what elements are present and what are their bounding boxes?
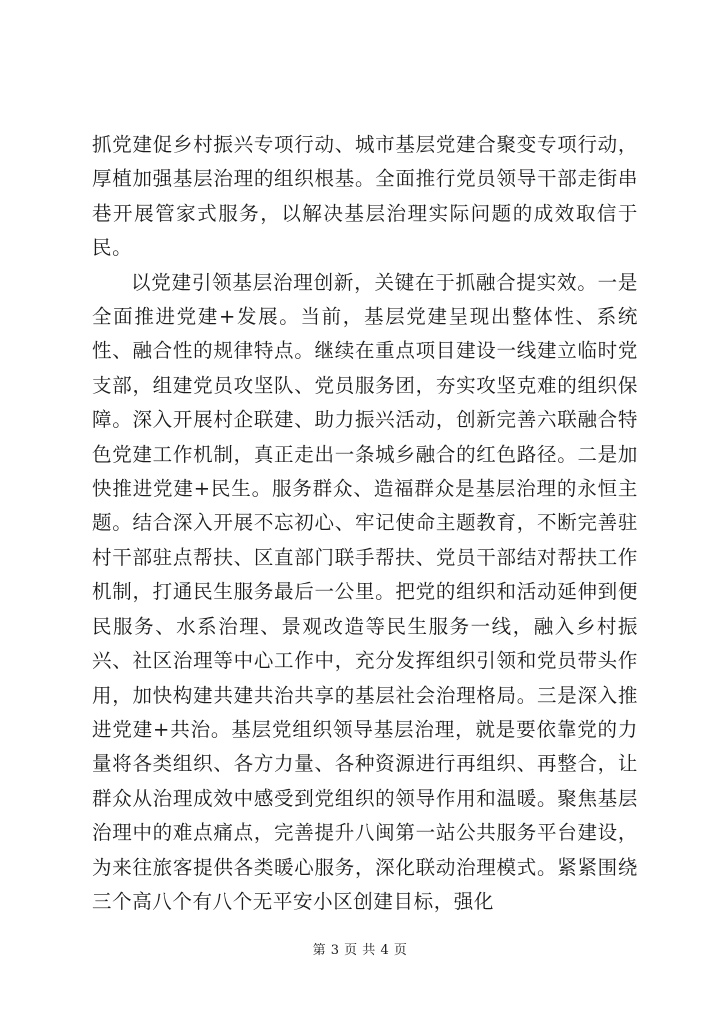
paragraph-party-building: 以党建引领基层治理创新，关键在于抓融合提实效。一是全面推进党建+发展。当前，基层党建呈现出整体性、系统性、融合性的规律特点。继续在重点项目建设一线建立临时党支部，组建党员攻坚队、党员服务团，夯实攻坚克难的组织保障。深入开展村企联建、助力振兴活动，创新完善六联融合特色党建工作机制，真正走出一条城乡融合的红色路径。二是加快推进党建+民生。服务群众、造福群众是基层治理的永恒主题。结合深入开展不忘初心、牢记使命主题教育，不断完善驻村干部驻点帮扶、区直部门联手帮扶、党员干部结对帮扶工作机制，打通民生服务最后一公里。把党的组织和活动延伸到便民服务、水系治理、景观改造等民生服务一线，融入乡村振兴、社区治理等中心工作中，充分发挥组织引领和党员带头作用，加快构建共建共治共享的基层社会治理格局。三是深入推进党建+共治。基层党组织领导基层治理，就是要依靠党的力量将各类组织、各方力量、各种资源进行再组织、再整合，让群众从治理成效中感受到党组织的领导作用和温暖。聚焦基层治理中的难点痛点，完善提升八闽第一站公共服务平台建设，为来往旅客提供各类暖心服务，深化联动治理模式。紧紧围绕三个高八个有八个无平安小区创建目标，强化 xyxy=(92,270,638,913)
document-body xyxy=(92,128,638,919)
paragraph-continuation: 抓党建促乡村振兴专项行动、城市基层党建合聚变专项行动，厚植加强基层治理的组织根基。全面推行党员领导干部走街串巷开展管家式服务，以解决基层治理实际问题的成效取信于民。 xyxy=(92,133,638,260)
page-number-footer: 第 3 页 共 4 页 xyxy=(312,943,408,958)
